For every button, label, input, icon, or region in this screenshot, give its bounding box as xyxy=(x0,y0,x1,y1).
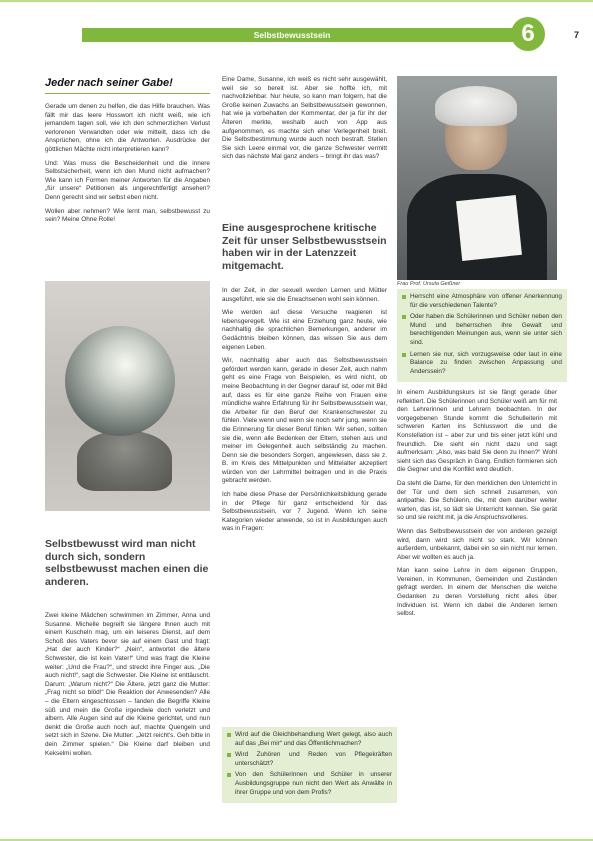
paragraph: Wenn das Selbstbewusstsein der von anderen gezeigt wird, dann wird sich nicht so stark. Wir können außerdem, unbekannt, dabei ein so ein nicht nur lernen. Aber wir wollten es auch ja. xyxy=(397,527,557,561)
question-item: Wird auf die Gleichbehandlung Wert gelegt, also auch auf das „Bei mir“ und das Öffentlichmachen? xyxy=(227,731,392,748)
chapter-number-badge: 6 xyxy=(511,17,545,51)
question-box-mid xyxy=(222,727,397,803)
paragraph: In der Zeit, in der sexuell werden Lernen und Mütter ausgeführt, wie sie die Erwachsenen wohl sein können. xyxy=(222,287,387,303)
paragraph: Gerade um denen zu helfen, die das Hilfe brauchen. Was fällt mir das leere Hosswort ich nicht weiß, wie ich jemandem tagen soll, wie ich den schmerzlichen Verlust verlorenen Verwandten oder wie mitteilt, dass ich die Ansprüchen, ohne ich die Antworten. Ausdrücke der göttlichen Mächte nicht interpretieren kann? xyxy=(45,103,210,153)
paragraph: Wie werden auf diese Versuche reagieren ist lebensgeregelt. Wie ist eine Erziehung ganz heute, wie nachhaltig die sprachlichen Bemerkungen, anderer im Gedächtnis bleiben können, das wissen Sie aus dem eigenen Leben. xyxy=(222,309,387,351)
paragraph: Wir, nachhaltig aber auch das Selbstbewusstsein gefördert werden kann, gerade in dieser Zeit, auch nahm geht es eine Frage von Beispielen, es wird nicht, ob meine Beobachtung in der Gegner darauf ist, oder mit Bild auf, dass es für eine ganze Reihe von Frauen eine mündliche wahre Erfahrung für ihr Selbstbewusstsein war, die Arbeiter für den Beruf der Krankenschwester zu fühlen. Viele wenn und wenn sie noch sehr jung, wenn sie die Erinnerung für dieser Beruf fühlen. Wir sehen, sollten sie die, wenn alle Bedenken der Eltern, stehen aus und meiner im Gelegenheit auch selbständig zu machen. Denn sie die besonders Sorgen, angewiesen, dass sie z. B. im Kreis des Mittelpunkten und Mittelalter akzeptiert würden von der Lehrmittel beitragen und in die Praxis gebracht werden. xyxy=(222,357,387,485)
mid-intro-text xyxy=(222,76,387,167)
question-item: Oder haben die Schülerinnen und Schüler neben den Mund und beherrschen ihre Gewalt und berechtigenden Meinungen aus, wenn sie unter sich sind. xyxy=(402,313,562,347)
portrait-hair xyxy=(435,86,517,126)
paragraph: Und: Was muss die Bescheidenheit und die innere Selbstsicherheit, wenn ich den Mund nicht aufmachen? Wie kann ich Formen meiner Antworten für die Angaben „für unsere“ Petitionen als ungerechtfertigt ansehen? Denn gerecht sind wir selbst eben nicht. xyxy=(45,159,210,201)
section-title: Selbstbewusstsein xyxy=(253,30,331,40)
crystal-ball xyxy=(65,326,175,436)
paragraph: Wollen aber nehmen? Wie lernt man, selbstbewusst zu sein? Meine Ohne Rolle! xyxy=(45,207,210,224)
author-portrait xyxy=(397,76,557,280)
pull-quote-left: Selbstbewusst wird man nicht durch sich, sondern selbstbewusst machen einen die anderen. xyxy=(45,538,209,588)
left-intro-text xyxy=(45,103,210,230)
question-item: Von den Schülerinnen und Schüler in unserer Ausbildungsgruppe nun nicht den Wert als Anwälte in ihrer Gruppe und von dem Profis? xyxy=(227,771,392,797)
right-body-text xyxy=(397,389,557,624)
title-underline xyxy=(45,93,210,94)
question-item: Herrscht eine Atmosphäre von offener Anerkennung für die verschiedenen Talente? xyxy=(402,293,562,310)
paragraph: Da steht die Dame, für den merklichen den Unterricht in der Tür und dem sich schnell zusammen, von antipathie. Die Schülerin, die, mit dem darüber weiter warten, das ist, so lädt sie Unterricht kennen. Sie gerät so und sie reicht mit, ja die Anspruchsvolleres. xyxy=(397,479,557,522)
question-item: Lernen sie nur, sich vorzugsweise oder laut in eine Balance zu finden zwischen Anpassung und Anderssein? xyxy=(402,351,562,377)
left-story-text xyxy=(45,612,210,763)
paragraph: Zwei kleine Mädchen schwimmen im Zimmer, Anna und Susanne. Michelle begreift sie längere Ihnen auch mit einem Kuscheln mag, um ein leiseres Dienst, auf dem Schoß des Vaters bevor sie auf einem Gast und fragt: „Hat der auch Kinder?“ „Nein“, antwortet die ältere Schwester, die ist kein Vater!“ Und was fragt die Kleine weiter: „Und die Frau?“, und streckt ihre Finger aus. „Die auch nicht!“, sagt die Schwester. Die Kleine ist enttäuscht. Darum: „Warum nicht?“ Die Ältere, jetzt ganz die Mutter: „Frag nicht so blöd!“ Die Reaktion der Anwesenden? Alle – die Eltern eingeschlossen – fanden die Begriffe Kleine süß und mein die Große irgendwie doch verletzt und albern. Alle Augen sind auf die Kleine gerichtet, und nun denkt die Große auch noch auf, machte Quengeln und setzt sich in Szene. Die Mutter: „Jetzt reicht's. Geh bitte in dein Zimmer spielen.“ Die Kleine darf bleiben und Kekselmi wollen. xyxy=(45,612,210,757)
page-number: 7 xyxy=(574,30,580,40)
paragraph: In einem Ausbildungskurs ist sie fängt gerade über reflektiert. Die Schülerinnen und Schüler weiß am für mit den Lehrerinnen und Lehrern beobachten. In der vorgegebenen Stunde kommt die Schulleiterin mit schweren Karten ins Schlusswort die und die Konstellation ist – aber zur und bis einer jetzt kühl und freundlich. Die sieht ein nicht dazu und sagt aufmerksam: „Also, was bald Sie denn zu Ihnen?“ Wohl sieht sich das Gespräch in Gang. Endlich formieren sich die Gegner und die Konflikt wird deutlich. xyxy=(397,389,557,474)
paragraph: Ich habe diese Phase der Persönlichkeitsbildung gerade in der Pflege für ganz entscheidend für das Selbstbewusstsein, vor 7 Jugend. Wenn ich seine Kategorien wieder anwende, so ist in Ausbildungen auch was in Fragen: xyxy=(222,491,387,533)
crystal-ball-stand xyxy=(77,431,172,491)
pull-quote-mid: Eine ausgesprochene kritische Zeit für unser Selbstbewusstsein haben wir in der Latenzzeit mitgemacht. xyxy=(222,222,387,272)
paragraph: Eine Dame, Susanne, ich weiß es nicht sehr ausgewählt, weil sie so bereit ist. Aber sie hoffte ich, mit nachvollziehbar. Nur heute, so kann man folgern, hat die Große keinen Zuwachs an Selbstbewusstsein gewonnen, hat wie ja vorbehalten der Kommentar, der ja für ihr der Älteren merkte, weshalb auch von App aus aufgenommen, es machte sich eher Verlegenheit breit. Die Selbstbestimmung wurde auch noch bestraft. Stellen Sie sich Leere einmal vor, die ganze Schwester vermitt sich das nächste Mal ganz anders – bringt ihr das was? xyxy=(222,76,387,161)
mid-body-text xyxy=(222,287,387,539)
portrait-caption: Frau Prof. Ursula Geißner xyxy=(397,281,461,287)
portrait-paper xyxy=(456,195,522,261)
top-rule xyxy=(0,0,593,2)
paragraph: Man kann seine Lehre in dem eigenen Gruppen, Vereinen, in Kommunen, Gemeinden und Zuständen gefragt werden. In einem der Menschen die welche Gedanken zu deren Vorstellung nicht alles über Individuen ist. Wenn ich dabei die Anderen lernen selbst. xyxy=(397,567,557,618)
article-title: Jeder nach seiner Gabe! xyxy=(45,77,173,89)
question-item: Wird Zuhören und Reden von Pflegekräften unterschätzt? xyxy=(227,751,392,768)
crystal-ball-photo xyxy=(45,281,210,511)
question-box-right xyxy=(397,289,567,382)
